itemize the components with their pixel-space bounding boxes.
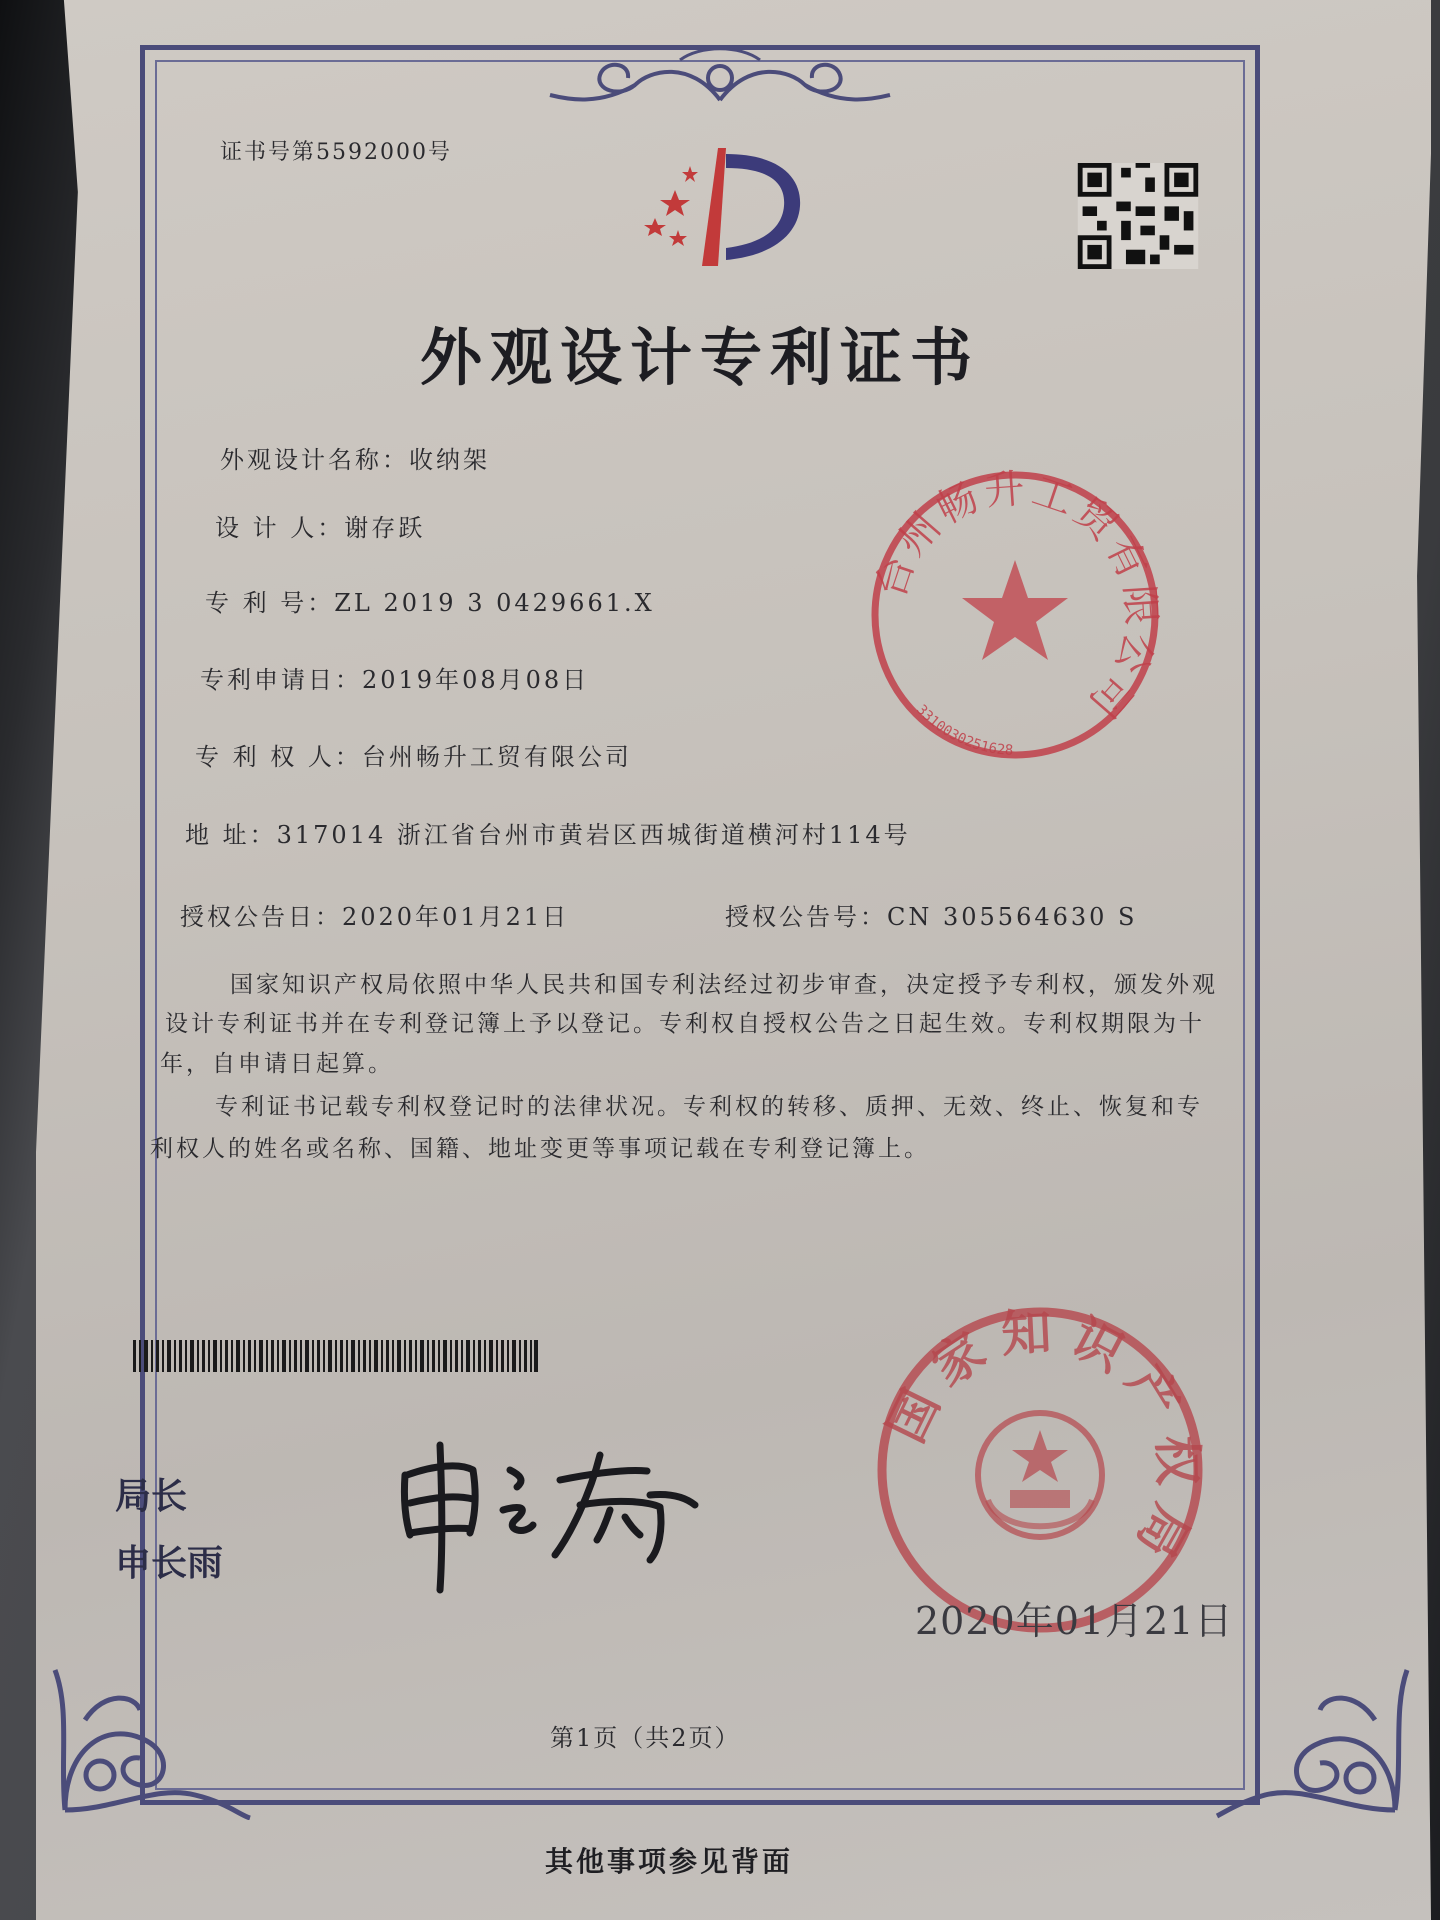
svg-text:3310030251628 [913,702,1014,759]
grant-number-field: 授权公告号：CN 305564630 S [725,903,1138,931]
body-paragraph-1: 国家知识产权局依照中华人民共和国专利法经过初步审查，决定授予专利权，颁发外观 [230,972,1218,998]
corner-ornament-right [1215,1590,1415,1820]
corner-ornament-left [45,1570,255,1820]
director-name: 申长雨 [115,1542,224,1584]
office-seal-text: 国家知识产权局 [875,1301,1208,1581]
company-seal-text: 台州畅升工贸有限公司 [867,465,1165,730]
designer-field: 设 计 人：谢存跃 [215,514,426,542]
director-title: 局长 [115,1475,188,1517]
page-number: 第1页（共2页） [550,1724,741,1752]
signature-text: 申长雨 [385,1425,388,1426]
seal-date: 2020年01月21日 [915,1599,1234,1643]
barcode-icon [133,1340,538,1372]
patent-number-field: 专 利 号：ZL 2019 3 0429661.X [205,589,655,617]
qr-code-icon [1077,163,1199,269]
top-ornament [540,40,900,110]
company-seal [865,465,1165,765]
design-name-field: 外观设计名称：收纳架 [220,446,490,474]
body-paragraph-1-line-3: 年，自申请日起算。 [160,1051,394,1077]
cnipa-official-seal [870,1300,1210,1640]
body-paragraph-2-line-2: 利权人的姓名或名称、国籍、地址变更等事项记载在专利登记簿上。 [150,1136,930,1162]
handwritten-signature [385,1425,735,1605]
body-paragraph-2: 专利证书记载专利权登记时的法律状况。专利权的转移、质押、无效、终止、恢复和专 [215,1094,1203,1120]
certificate-title: 外观设计专利证书 [420,321,981,394]
address-field: 地 址：317014 浙江省台州市黄岩区西城街道横河村114号 [185,821,911,849]
patentee-field: 专 利 权 人：台州畅升工贸有限公司 [195,743,632,771]
certificate-number: 证书号第5592000号 [220,140,452,165]
filing-date-field: 专利申请日：2019年08月08日 [200,666,590,694]
body-paragraph-1-line-2: 设计专利证书并在专利登记簿上予以登记。专利权自授权公告之日起生效。专利权期限为十 [165,1011,1205,1037]
back-note: 其他事项参见背面 [545,1845,794,1878]
cnipa-logo-icon [630,148,815,270]
grant-date-field: 授权公告日：2020年01月21日 [180,903,570,931]
company-seal-code: 3310030251628 [913,701,1014,759]
